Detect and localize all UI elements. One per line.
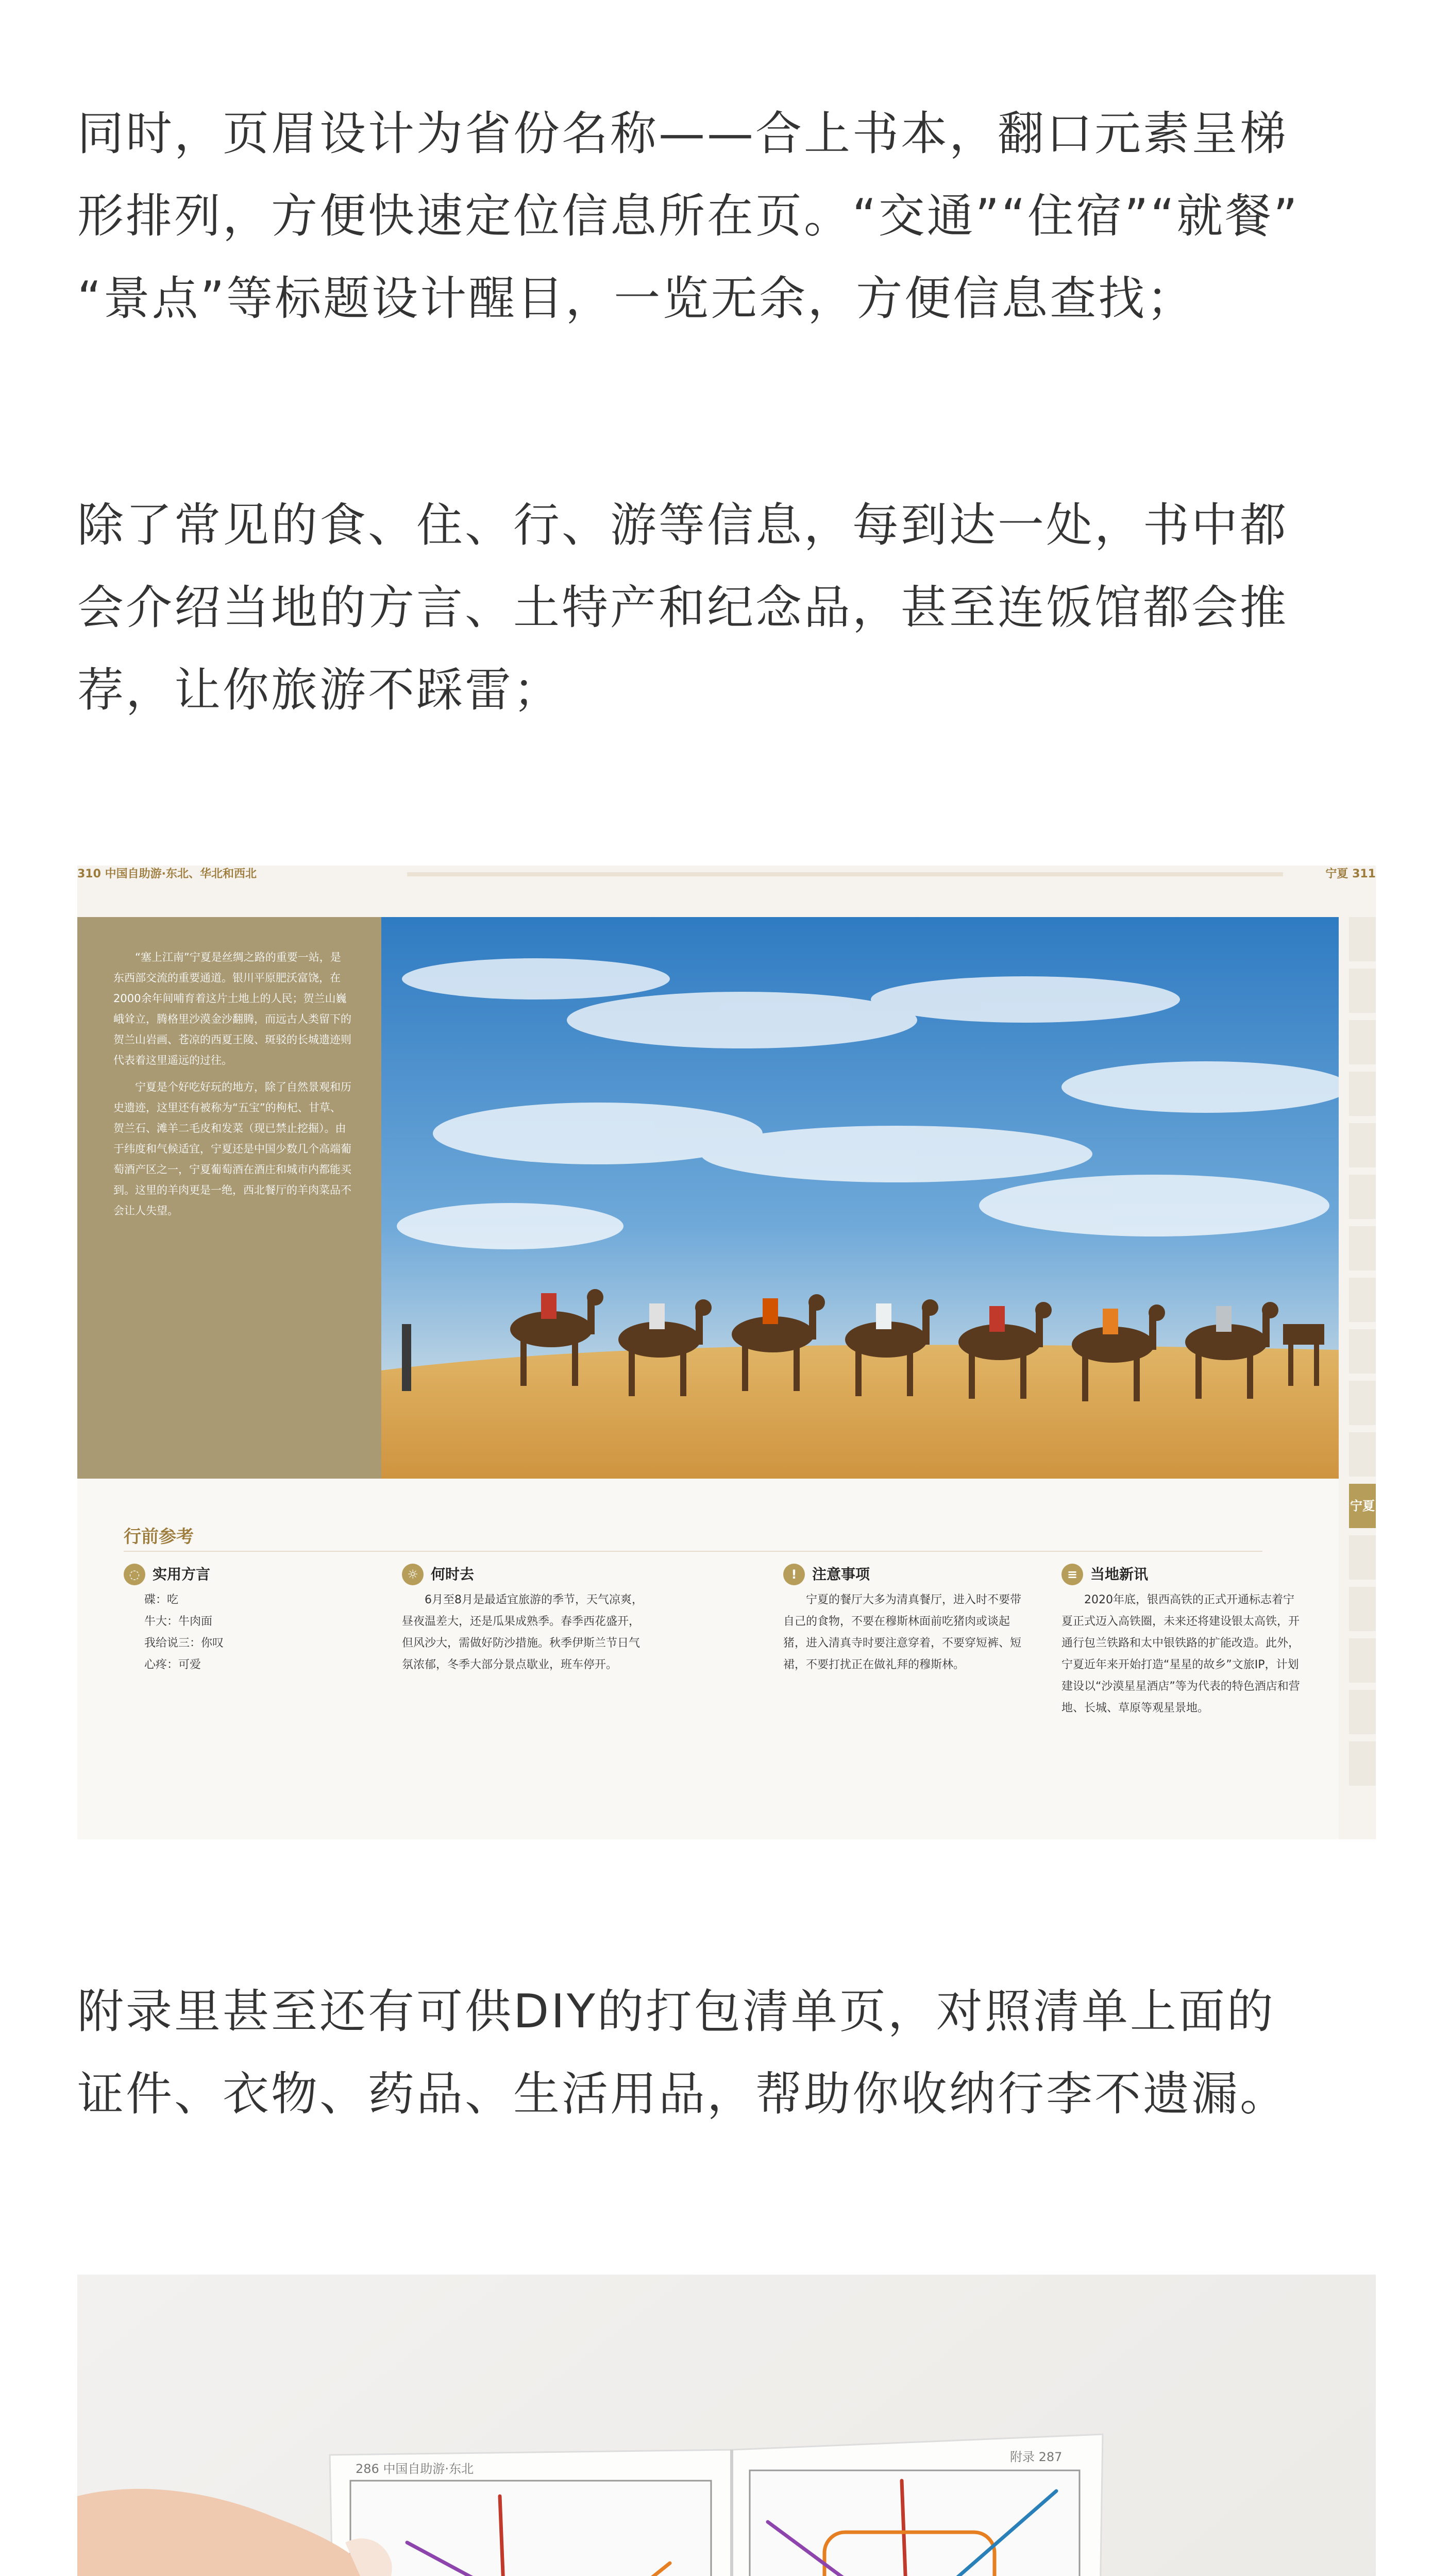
warning-icon: ! (783, 1564, 805, 1585)
thumb-tab (1349, 1020, 1376, 1064)
dialect-line: 碟：吃 (144, 1594, 179, 1606)
page-header (77, 866, 1376, 883)
thumb-tab (1349, 1072, 1376, 1116)
column-title: 何时去 (431, 1566, 475, 1583)
column-local-news (1061, 1564, 1304, 1719)
thumb-tab (1349, 1638, 1376, 1683)
header-right: 宁夏 311 (1325, 868, 1376, 880)
thumb-tab (1349, 1690, 1376, 1734)
book-spread-ningxia (77, 866, 1376, 1839)
dialect-line: 牛大：牛肉面 (144, 1615, 213, 1628)
paragraph-local-info (77, 484, 1376, 732)
hands-holding-book-image (77, 2275, 1376, 2576)
column-dialect (124, 1564, 366, 1676)
intro-text: “塞上江南”宁夏是丝绸之路的重要一站，是东西部交流的重要通道。银川平原肥沃富饶，在2000余年间哺育着这片土地上的人民；贺兰山巍峨耸立，腾格里沙漠金沙翻腾，而远古人类留下的贺兰山岩画、苍凉的西夏王陵、斑驳的长城遗迹则代表着这里遥远的过往。 (113, 951, 351, 1066)
intro-text: 宁夏是个好吃好玩的地方，除了自然景观和历史遗迹，这里还有被称为“五宝”的枸杞、甘草、贺兰石、滩羊二毛皮和发菜（现已禁止挖掘）。由于纬度和气候适宜，宁夏还是中国少数几个高端葡萄酒产区之一，宁夏葡萄酒在酒庄和城市内都能买到。这里的羊肉更是一绝，西北餐厅的羊肉菜品不会让人失望。 (113, 1081, 351, 1217)
news-icon: ≡ (1061, 1564, 1083, 1585)
intro-section (77, 917, 1339, 1479)
paragraph-line: 同时，页眉设计为省份名称——合上书本，翻口元素呈梯 (77, 107, 1288, 161)
column-precautions (783, 1564, 1025, 1676)
speech-bubble-icon: ◌ (124, 1564, 145, 1585)
header-divider (407, 872, 1283, 876)
intro-side-panel (77, 917, 381, 1479)
dialect-line: 我给说三：你叹 (144, 1637, 224, 1650)
paragraph-packing-list (77, 1971, 1376, 2136)
column-title: 当地新讯 (1090, 1566, 1149, 1583)
column-title: 实用方言 (153, 1566, 211, 1583)
sun-icon: ☼ (402, 1564, 424, 1585)
thumb-tab (1349, 1226, 1376, 1270)
paragraph-line: 荐，让你旅游不踩雷； (77, 663, 562, 717)
paragraph-line: 除了常见的食、住、行、游等信息，每到达一处，书中都 (77, 498, 1288, 552)
right-page-header: 附录 287 (1010, 2450, 1063, 2464)
paragraph-line: 形排列，方便快速定位信息所在页。“交通”“住宿”“就餐” (77, 189, 1300, 243)
when-to-go-text: 6月至8月是最适宜旅游的季节，天气凉爽，昼夜温差大，还是瓜果成熟季。春季西花盛开，但风沙大，需做好防沙措施。秋季伊斯兰节日气氛浓郁，冬季大部分景点歇业，班车停开。 (402, 1594, 643, 1671)
reference-title: 行前参考 (124, 1527, 194, 1547)
thumb-tab (1349, 1741, 1376, 1786)
paragraph-line: “景点”等标题设计醒目，一览无余，方便信息查找； (77, 272, 1195, 326)
left-page-header: 286 中国自助游·东北 (356, 2462, 474, 2476)
paragraph-line: 附录里甚至还有可供DIY的打包清单页，对照清单上面的 (77, 1985, 1275, 2039)
thumb-tab (1349, 1329, 1376, 1374)
thumb-tab (1349, 1175, 1376, 1219)
local-news-text: 2020年底，银西高铁的正式开通标志着宁夏正式迈入高铁圈，未来还将建设银太高铁，开通行包兰铁路和太中银铁路的扩能改造。此外，宁夏近年来开始打造“星星的故乡”文旅IP，计划建设以“沙漠星星酒店”等为代表的特色酒店和营地、长城、草原等观星景地。 (1061, 1594, 1300, 1715)
dialect-line: 心疼：可爱 (144, 1658, 201, 1671)
precautions-text: 宁夏的餐厅大多为清真餐厅，进入时不要带自己的食物，不要在穆斯林面前吃猪肉或谈起猪，进入清真寺时要注意穿着，不要穿短裤、短裙，不要打扰正在做礼拜的穆斯林。 (783, 1594, 1022, 1671)
paragraph-line: 证件、衣物、药品、生活用品，帮助你收纳行李不遗漏。 (77, 2067, 1288, 2121)
travel-reference-section (77, 1479, 1339, 1839)
thumb-tab (1349, 1432, 1376, 1477)
paragraph-header-design (77, 93, 1376, 340)
thumb-tab (1349, 917, 1376, 961)
thumb-index-tabs (1349, 917, 1376, 1819)
thumb-tab (1349, 1278, 1376, 1322)
camel-caravan-image (381, 917, 1339, 1479)
thumb-tab-ningxia: 宁夏 (1349, 1484, 1376, 1528)
header-left: 310 中国自助游·东北、华北和西北 (77, 868, 257, 880)
thumb-tab (1349, 1587, 1376, 1631)
thumb-tab (1349, 1123, 1376, 1167)
column-when-to-go (402, 1564, 644, 1676)
open-book-metro-maps-photo (77, 2275, 1376, 2576)
camel-desert-photo (381, 917, 1339, 1479)
thumb-tab (1349, 1381, 1376, 1425)
column-title: 注意事项 (812, 1566, 870, 1583)
thumb-tab (1349, 1535, 1376, 1580)
paragraph-line: 会介绍当地的方言、土特产和纪念品，甚至连饭馆都会推 (77, 581, 1288, 635)
reference-divider (124, 1551, 1262, 1552)
thumb-tab (1349, 969, 1376, 1013)
